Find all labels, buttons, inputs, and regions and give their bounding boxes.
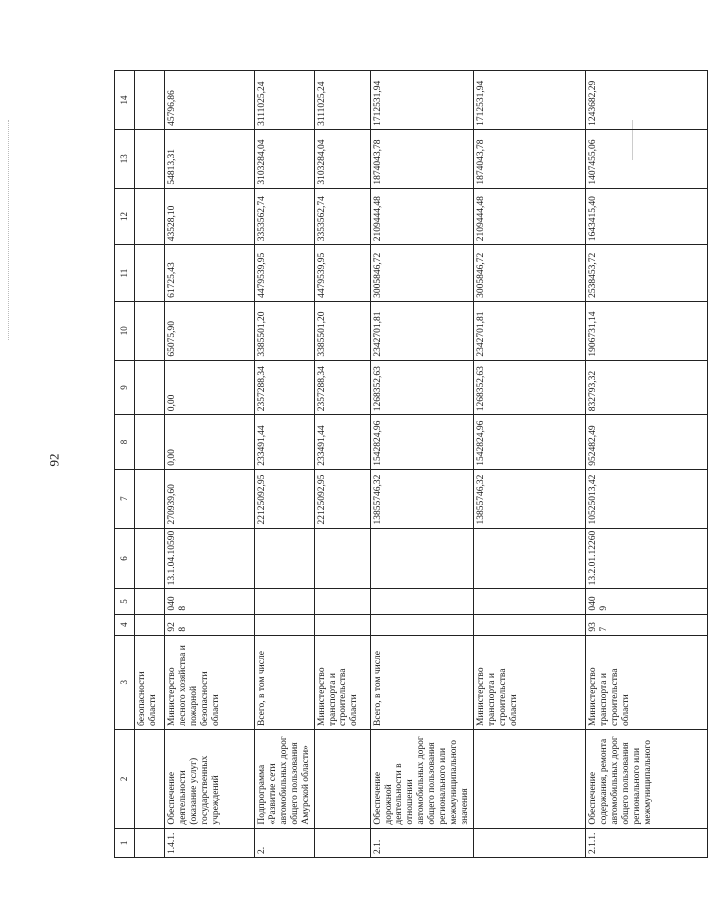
value-year: 2109444,48 xyxy=(370,188,473,245)
value-year: 3111025,24 xyxy=(255,71,315,130)
value-total: 10525013,42 xyxy=(585,469,707,528)
value-year xyxy=(135,129,165,188)
value-year: 1542824,96 xyxy=(370,415,473,470)
margin-marks xyxy=(8,120,11,340)
value-year: 1542824,96 xyxy=(473,415,585,470)
value-year: 3005846,72 xyxy=(370,245,473,302)
code-grbs: 937 xyxy=(585,614,707,635)
code-target: 13.1.04.10590 xyxy=(165,528,255,589)
value-year: 3103284,04 xyxy=(255,129,315,188)
value-year: 1643415,40 xyxy=(585,188,707,245)
header-cell: 1 xyxy=(115,828,135,857)
value-year: 61725,43 xyxy=(165,245,255,302)
value-year: 3103284,04 xyxy=(314,129,370,188)
code-target xyxy=(370,528,473,589)
value-year: 0,00 xyxy=(165,360,255,415)
value-year: 0,00 xyxy=(165,415,255,470)
item-name xyxy=(314,730,370,829)
value-year: 3353562,74 xyxy=(314,188,370,245)
item-name: Обеспечение дорожной деятельности в отношении автомобильных дорог общего пользования регионального или межмуниципального значения xyxy=(370,730,473,829)
header-cell: 2 xyxy=(115,730,135,829)
executor: Министерство лесного хозяйства и пожарной безопасности области xyxy=(165,635,255,729)
value-total: 270939,60 xyxy=(165,469,255,528)
value-total: 22125092,95 xyxy=(255,469,315,528)
value-total: 22125092,95 xyxy=(314,469,370,528)
header-row xyxy=(115,71,135,858)
table-row xyxy=(255,71,315,858)
value-year: 3005846,72 xyxy=(473,245,585,302)
row-number: 2. xyxy=(255,828,315,857)
table-row xyxy=(473,71,585,858)
value-year: 1874043,78 xyxy=(370,129,473,188)
value-year: 2342701,81 xyxy=(370,301,473,360)
header-cell: 9 xyxy=(115,360,135,415)
code-section xyxy=(135,589,165,614)
item-name: Подпрограмма «Развитие сети автомобильных дорог общего пользования Амурской области» xyxy=(255,730,315,829)
table-row xyxy=(370,71,473,858)
value-year: 65075,90 xyxy=(165,301,255,360)
value-total: 13855746,32 xyxy=(370,469,473,528)
item-name: Обеспечение деятельности (оказание услуг) государственных учреждений xyxy=(165,730,255,829)
code-grbs xyxy=(135,614,165,635)
code-section: 0408 xyxy=(165,589,255,614)
item-name xyxy=(473,730,585,829)
value-year: 1874043,78 xyxy=(473,129,585,188)
executor: Министерство транспорта и строительства области xyxy=(585,635,707,729)
code-grbs: 928 xyxy=(165,614,255,635)
value-year: 2109444,48 xyxy=(473,188,585,245)
value-year: 2357288,34 xyxy=(314,360,370,415)
value-year: 3353562,74 xyxy=(255,188,315,245)
value-year: 43528,10 xyxy=(165,188,255,245)
header-cell: 14 xyxy=(115,71,135,130)
value-year: 233491,44 xyxy=(314,415,370,470)
value-year: 952482,49 xyxy=(585,415,707,470)
executor: Всего, в том числе xyxy=(370,635,473,729)
code-target xyxy=(255,528,315,589)
row-number xyxy=(473,828,585,857)
value-year xyxy=(135,301,165,360)
row-number: 1.4.1. xyxy=(165,828,255,857)
value-year: 2357288,34 xyxy=(255,360,315,415)
header-cell: 5 xyxy=(115,589,135,614)
code-grbs xyxy=(314,614,370,635)
row-number xyxy=(314,828,370,857)
row-number: 2.1. xyxy=(370,828,473,857)
value-year: 2538453,72 xyxy=(585,245,707,302)
value-year xyxy=(135,415,165,470)
value-year: 1268352,63 xyxy=(370,360,473,415)
table-row xyxy=(585,71,707,858)
header-cell: 6 xyxy=(115,528,135,589)
item-name: Обеспечение содержания, ремонта автомобильных дорог общего пользования регионального или межмуниципального xyxy=(585,730,707,829)
value-year: 4479539,95 xyxy=(314,245,370,302)
header-cell: 13 xyxy=(115,129,135,188)
value-year: 3385501,20 xyxy=(314,301,370,360)
budget-table xyxy=(114,70,708,858)
executor: Министерство транспорта и строительства области xyxy=(473,635,585,729)
code-grbs xyxy=(255,614,315,635)
header-cell: 3 xyxy=(115,635,135,729)
value-year: 1268352,63 xyxy=(473,360,585,415)
header-cell: 7 xyxy=(115,469,135,528)
code-section xyxy=(473,589,585,614)
item-name xyxy=(135,730,165,829)
code-target xyxy=(314,528,370,589)
value-year: 1712531,94 xyxy=(473,71,585,130)
header-cell: 10 xyxy=(115,301,135,360)
value-year: 1906731,14 xyxy=(585,301,707,360)
code-section xyxy=(370,589,473,614)
page-number: 92 xyxy=(46,453,62,467)
value-year: 1712531,94 xyxy=(370,71,473,130)
code-grbs xyxy=(370,614,473,635)
executor: безопасности области xyxy=(135,635,165,729)
value-total: 13855746,32 xyxy=(473,469,585,528)
code-section: 0409 xyxy=(585,589,707,614)
code-section xyxy=(255,589,315,614)
value-year: 832793,32 xyxy=(585,360,707,415)
value-year: 2342701,81 xyxy=(473,301,585,360)
header-cell: 11 xyxy=(115,245,135,302)
value-year: 45796,86 xyxy=(165,71,255,130)
code-grbs xyxy=(473,614,585,635)
value-year xyxy=(135,360,165,415)
value-year: 4479539,95 xyxy=(255,245,315,302)
row-number xyxy=(135,828,165,857)
header-cell: 8 xyxy=(115,415,135,470)
value-year: 1407455,06 xyxy=(585,129,707,188)
code-target xyxy=(135,528,165,589)
executor: Министерство транспорта и строительства области xyxy=(314,635,370,729)
value-year xyxy=(135,71,165,130)
value-year: 54813,31 xyxy=(165,129,255,188)
value-year xyxy=(135,245,165,302)
row-number: 2.1.1. xyxy=(585,828,707,857)
header-cell: 12 xyxy=(115,188,135,245)
value-total xyxy=(135,469,165,528)
value-year: 3111025,24 xyxy=(314,71,370,130)
code-target: 13.2.01.12260 xyxy=(585,528,707,589)
budget-table-container xyxy=(114,70,653,858)
executor: Всего, в том числе xyxy=(255,635,315,729)
header-cell: 4 xyxy=(115,614,135,635)
code-target xyxy=(473,528,585,589)
table-row xyxy=(135,71,165,858)
value-year: 233491,44 xyxy=(255,415,315,470)
value-year: 1243682,29 xyxy=(585,71,707,130)
value-year: 3385501,20 xyxy=(255,301,315,360)
table-row xyxy=(314,71,370,858)
value-year xyxy=(135,188,165,245)
code-section xyxy=(314,589,370,614)
table-row xyxy=(165,71,255,858)
